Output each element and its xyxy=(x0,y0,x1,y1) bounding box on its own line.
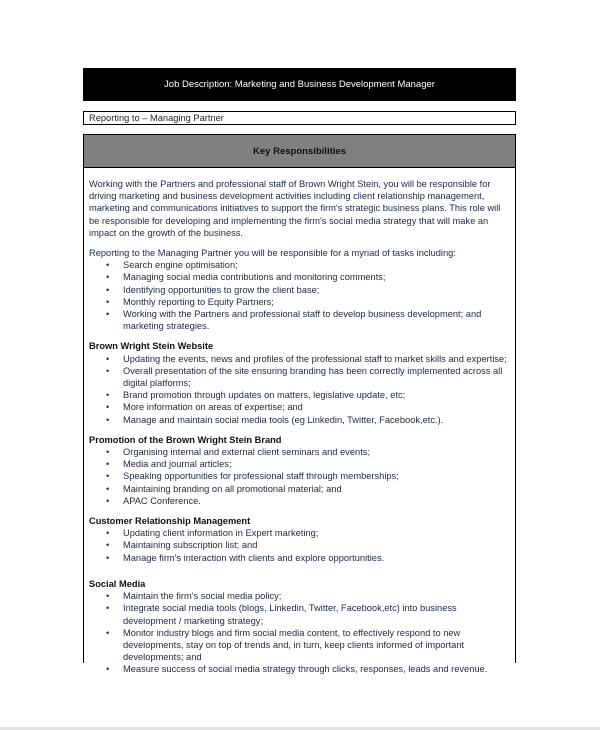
bullet-icon: • xyxy=(106,390,110,401)
website-list xyxy=(89,353,510,426)
bullet-icon: • xyxy=(106,284,110,295)
list-item xyxy=(89,470,510,482)
list-item xyxy=(89,602,510,626)
list-item xyxy=(89,552,510,564)
list-item xyxy=(89,495,510,507)
bullet-icon: • xyxy=(106,591,110,602)
list-item xyxy=(89,259,510,271)
list-item xyxy=(89,446,510,458)
section-heading-social-media: Social Media xyxy=(89,578,146,589)
responsibilities-table xyxy=(83,134,516,675)
section-heading-crm: Customer Relationship Management xyxy=(89,516,251,527)
bullet-icon: • xyxy=(106,495,110,506)
list-item-text: Integrate social media tools (blogs, Linkedin, Twitter, Facebook,etc) into business development / marketing strategy; xyxy=(123,603,457,626)
bullet-icon: • xyxy=(106,309,110,320)
list-item xyxy=(89,627,510,664)
bullet-icon: • xyxy=(106,540,110,551)
list-item-text: Maintaining branding on all promotional material; and xyxy=(123,483,342,494)
bullet-icon: • xyxy=(106,402,110,413)
list-item-text: Updating the events, news and profiles of the professional staff to market skills and expertise; xyxy=(123,353,507,364)
list-item-text: Updating client information in Expert marketing; xyxy=(123,528,319,539)
bullet-icon: • xyxy=(106,365,110,376)
list-item xyxy=(89,539,510,551)
bullet-icon: • xyxy=(106,447,110,458)
list-item-text: Maintain the firm's social media policy; xyxy=(123,591,282,602)
bullet-icon: • xyxy=(106,483,110,494)
bullet-icon: • xyxy=(106,414,110,425)
list-item xyxy=(89,308,510,332)
list-item-text: Maintaining subscription list; and xyxy=(123,540,258,551)
list-item xyxy=(89,401,510,413)
list-item-text: Monitor industry blogs and firm social media content, to effectively respond to new developments, stay on top of trends and, in turn, keep clients informed of important developments; and xyxy=(123,627,465,663)
list-item xyxy=(89,414,510,426)
bullet-icon: • xyxy=(106,528,110,539)
tasks-intro: Reporting to the Managing Partner you will be responsible for a myriad of tasks including: xyxy=(89,248,456,259)
list-item-text: Media and journal articles; xyxy=(123,459,232,470)
list-item xyxy=(89,296,510,308)
section-heading-website: Brown Wright Stein Website xyxy=(89,341,214,352)
tasks-list xyxy=(89,259,510,332)
reporting-to: Reporting to – Managing Partner xyxy=(83,111,516,125)
list-item-text: Organising internal and external client seminars and events; xyxy=(123,447,371,458)
list-item-text: Measure success of social media strategy through clicks, responses, leads and revenue. xyxy=(123,664,488,675)
list-item xyxy=(89,353,510,365)
bullet-icon: • xyxy=(106,272,110,283)
list-item xyxy=(89,284,510,296)
list-item xyxy=(89,458,510,470)
list-item-text: Identifying opportunities to grow the client base; xyxy=(123,284,320,295)
list-item-text: Search engine optimisation; xyxy=(123,260,238,271)
list-item xyxy=(89,365,510,389)
list-item-text: APAC Conference. xyxy=(123,495,201,506)
bullet-icon: • xyxy=(106,603,110,614)
brand-list xyxy=(89,446,510,507)
social-media-list xyxy=(89,590,510,675)
list-item-text: Speaking opportunities for professional staff through memberships; xyxy=(123,471,399,482)
list-item-text: Monthly reporting to Equity Partners; xyxy=(123,296,274,307)
bullet-icon: • xyxy=(106,353,110,364)
bullet-icon: • xyxy=(106,627,110,638)
list-item xyxy=(89,389,510,401)
bullet-icon: • xyxy=(106,471,110,482)
list-item-text: Overall presentation of the site ensuring branding has been correctly implemented across all digital platforms; xyxy=(123,365,503,389)
crm-list xyxy=(89,527,510,564)
bullet-icon: • xyxy=(106,552,110,563)
bullet-icon: • xyxy=(106,296,110,307)
list-item xyxy=(89,663,510,675)
list-item xyxy=(89,590,510,602)
bullet-icon: • xyxy=(106,459,110,470)
list-item xyxy=(89,527,510,539)
list-item-text: Manage firm's interaction with clients and explore opportunities. xyxy=(123,552,385,563)
list-item-text: Working with the Partners and professional staff to develop business development; and marketing strategies. xyxy=(123,309,482,332)
bullet-icon: • xyxy=(106,260,110,271)
section-heading-brand: Promotion of the Brown Wright Stein Brand xyxy=(89,434,282,445)
list-item-text: More information on areas of expertise; and xyxy=(123,402,303,413)
list-item xyxy=(89,483,510,495)
list-item xyxy=(89,271,510,283)
responsibilities-content xyxy=(84,168,515,676)
bullet-icon: • xyxy=(106,664,110,675)
list-item-text: Managing social media contributions and monitoring comments; xyxy=(123,272,386,283)
section-header: Key Responsibilities xyxy=(84,135,515,168)
list-item-text: Brand promotion through updates on matters, legislative update, etc; xyxy=(123,390,406,401)
list-item-text: Manage and maintain social media tools (eg Linkedin, Twitter, Facebook,etc.). xyxy=(123,414,444,425)
intro-paragraph: Working with the Partners and professional staff of Brown Wright Stein, you will be responsible for driving marketing and business development activities including client relationship management, marketing and communications initiatives to support the firm's strategic business plans. This role will be responsible for developing and implementing the firm's social media strategy that will make an impact on the growth of the business. xyxy=(89,179,501,238)
document-title: Job Description: Marketing and Business Development Manager xyxy=(83,68,516,101)
